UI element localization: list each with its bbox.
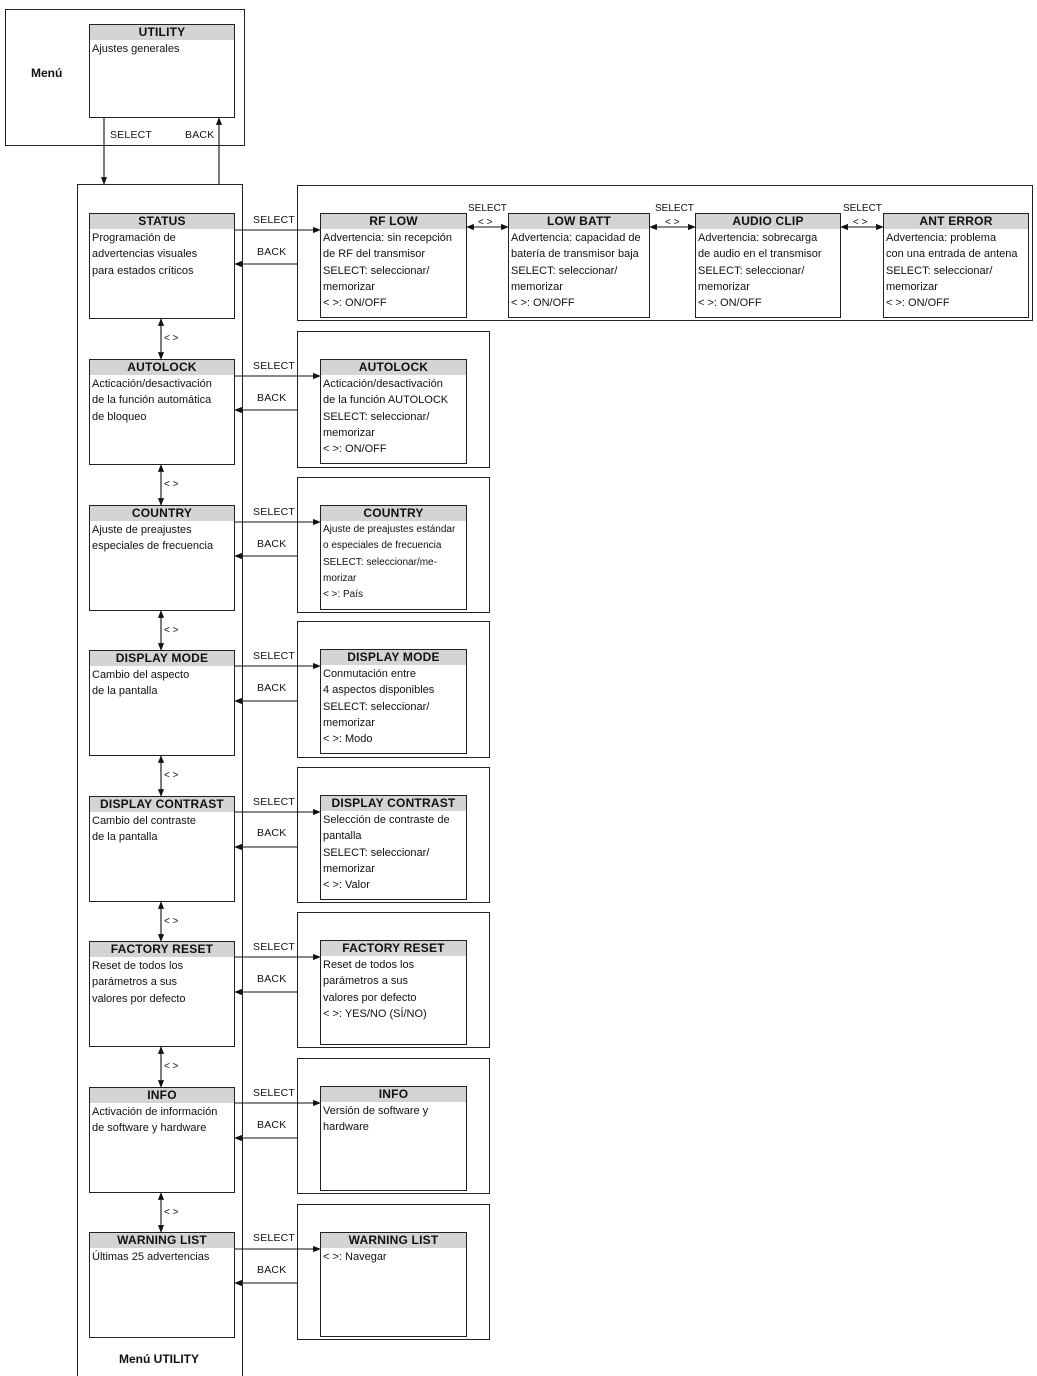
top-back-label: BACK [185, 129, 215, 141]
detail-text: Ajuste de preajustes estándar o especiales de frecuencia SELECT: seleccionar/me- morizar < >: País [323, 524, 456, 601]
nav-label: < > [164, 1207, 179, 1218]
status-item-text: Advertencia: sin recepción de RF del transmisor SELECT: seleccionar/ memorizar < >: ON/OFF [323, 232, 453, 310]
status-item-rf-low [320, 213, 467, 318]
select-label: SELECT [253, 506, 296, 518]
back-label: BACK [257, 392, 287, 404]
select-label: SELECT [253, 941, 296, 953]
menu-label: Menú [31, 66, 63, 80]
detail-text: Versión de software y hardware [323, 1105, 429, 1134]
detail-box-factory-reset [320, 940, 467, 1045]
detail-title: WARNING LIST [321, 1233, 466, 1248]
nav-label: < > [164, 479, 179, 490]
status-nav-label: < > [665, 217, 680, 228]
select-label: SELECT [253, 214, 296, 226]
utility-menu-caption: Menú UTILITY [119, 1352, 199, 1366]
status-item-text: Advertencia: sobrecarga de audio en el transmisor SELECT: seleccionar/ memorizar < >: ON/OFF [698, 232, 822, 310]
detail-title: COUNTRY [321, 506, 466, 521]
back-label: BACK [257, 1119, 287, 1131]
status-item-text: Advertencia: problema con una entrada de antena SELECT: seleccionar/ memorizar < >: ON/OFF [886, 232, 1018, 310]
select-label: SELECT [253, 796, 296, 808]
nav-label: < > [164, 916, 179, 927]
menu-item-text: Cambio del contraste de la pantalla [92, 815, 196, 844]
menu-item-text: Últimas 25 advertencias [92, 1251, 210, 1263]
nav-label: < > [164, 1061, 179, 1072]
status-select-label: SELECT [655, 203, 694, 214]
menu-item-text: Programación de advertencias visuales para estados críticos [92, 232, 198, 277]
status-item-audio-clip [695, 213, 841, 318]
utility-text: Ajustes generales [92, 43, 180, 55]
status-nav-label: < > [478, 217, 493, 228]
menu-item-display-mode [89, 650, 235, 756]
detail-title: DISPLAY MODE [321, 650, 466, 665]
menu-item-text: Cambio del aspecto de la pantalla [92, 669, 190, 698]
status-nav-label: < > [853, 217, 868, 228]
detail-box-display-contrast [320, 795, 467, 900]
select-label: SELECT [253, 360, 296, 372]
nav-label: < > [164, 333, 179, 344]
detail-box-country [320, 505, 467, 610]
select-label: SELECT [253, 650, 296, 662]
utility-title: UTILITY [90, 25, 234, 40]
detail-title: INFO [321, 1087, 466, 1102]
menu-item-text: Ajuste de preajustes especiales de frecuencia [92, 524, 214, 553]
detail-box-display-mode [320, 649, 467, 754]
status-item-title: AUDIO CLIP [696, 214, 840, 229]
back-label: BACK [257, 538, 287, 550]
detail-box-autolock [320, 359, 467, 464]
top-select-label: SELECT [110, 129, 153, 141]
menu-item-title: INFO [90, 1088, 234, 1103]
detail-text: Selección de contraste de pantalla SELECT: seleccionar/ memorizar < >: Valor [323, 814, 450, 892]
menu-item-text: Acticación/desactivación de la función automática de bloqueo [92, 378, 212, 423]
menu-item-title: AUTOLOCK [90, 360, 234, 375]
select-label: SELECT [253, 1232, 296, 1244]
detail-title: DISPLAY CONTRAST [321, 796, 466, 811]
select-label: SELECT [253, 1087, 296, 1099]
back-label: BACK [257, 827, 287, 839]
detail-box-info [320, 1086, 467, 1191]
menu-item-text: Activación de información de software y hardware [92, 1106, 218, 1135]
menu-item-warning-list [89, 1232, 235, 1338]
status-item-title: RF LOW [321, 214, 466, 229]
detail-text: Conmutación entre 4 aspectos disponibles SELECT: seleccionar/ memorizar < >: Modo [323, 668, 435, 746]
menu-item-text: Reset de todos los parámetros a sus valores por defecto [92, 960, 186, 1005]
detail-text: < >: Navegar [323, 1251, 387, 1263]
menu-item-title: FACTORY RESET [90, 942, 234, 957]
back-label: BACK [257, 246, 287, 258]
detail-title: AUTOLOCK [321, 360, 466, 375]
status-item-title: ANT ERROR [884, 214, 1028, 229]
menu-item-info [89, 1087, 235, 1193]
menu-item-status [89, 213, 235, 319]
status-item-text: Advertencia: capacidad de batería de transmisor baja SELECT: seleccionar/ memorizar < >: ON/OFF [511, 232, 641, 310]
status-select-label: SELECT [843, 203, 882, 214]
menu-item-title: DISPLAY CONTRAST [90, 797, 234, 812]
status-select-label: SELECT [468, 203, 507, 214]
detail-text: Reset de todos los parámetros a sus valores por defecto < >: YES/NO (SÍ/NO) [323, 959, 427, 1020]
menu-item-country [89, 505, 235, 611]
utility-box [89, 24, 235, 118]
menu-item-title: COUNTRY [90, 506, 234, 521]
back-label: BACK [257, 973, 287, 985]
menu-item-factory-reset [89, 941, 235, 1047]
nav-label: < > [164, 625, 179, 636]
menu-item-title: WARNING LIST [90, 1233, 234, 1248]
status-item-title: LOW BATT [509, 214, 649, 229]
menu-item-title: STATUS [90, 214, 234, 229]
nav-label: < > [164, 770, 179, 781]
status-item-low-batt [508, 213, 650, 318]
menu-item-autolock [89, 359, 235, 465]
detail-title: FACTORY RESET [321, 941, 466, 956]
menu-item-title: DISPLAY MODE [90, 651, 234, 666]
status-item-ant-error [883, 213, 1029, 318]
menu-item-display-contrast [89, 796, 235, 902]
back-label: BACK [257, 682, 287, 694]
detail-text: Acticación/desactivación de la función AUTOLOCK SELECT: seleccionar/ memorizar < >: ON/OFF [323, 378, 449, 456]
back-label: BACK [257, 1264, 287, 1276]
detail-box-warning-list [320, 1232, 467, 1337]
